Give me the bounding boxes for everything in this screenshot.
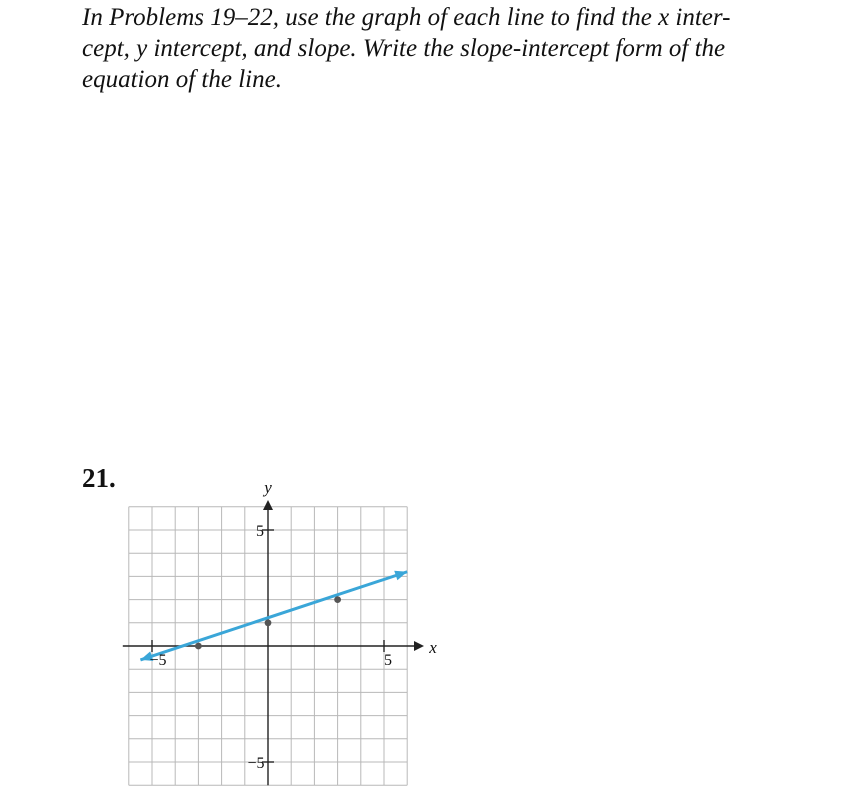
y-tick-label-neg5: −5	[247, 755, 265, 772]
instructions-line-1: In Problems 19–22, use the graph of each line to find the x inter-	[82, 4, 731, 31]
instructions-line-3: equation of the line.	[82, 66, 282, 93]
y-axis-label: y	[264, 478, 272, 497]
x-tick-label-neg5: −5	[149, 652, 167, 669]
y-axis-arrow	[263, 500, 273, 510]
instructions-line-2: cept, y intercept, and slope. Write the slope-intercept form of the	[82, 35, 726, 62]
x-axis-arrow	[414, 641, 424, 651]
marked-point	[265, 619, 272, 626]
marked-point	[195, 643, 202, 650]
graph-labels	[149, 478, 437, 772]
graph-axes	[123, 500, 424, 785]
marked-point	[334, 596, 341, 603]
x-axis-label: x	[429, 638, 437, 657]
graph-line-layer	[140, 571, 407, 661]
problem-number: 21.	[82, 463, 116, 493]
line-arrow-right	[394, 571, 407, 580]
y-tick-label-5: 5	[256, 523, 264, 540]
x-tick-label-5: 5	[384, 652, 392, 669]
